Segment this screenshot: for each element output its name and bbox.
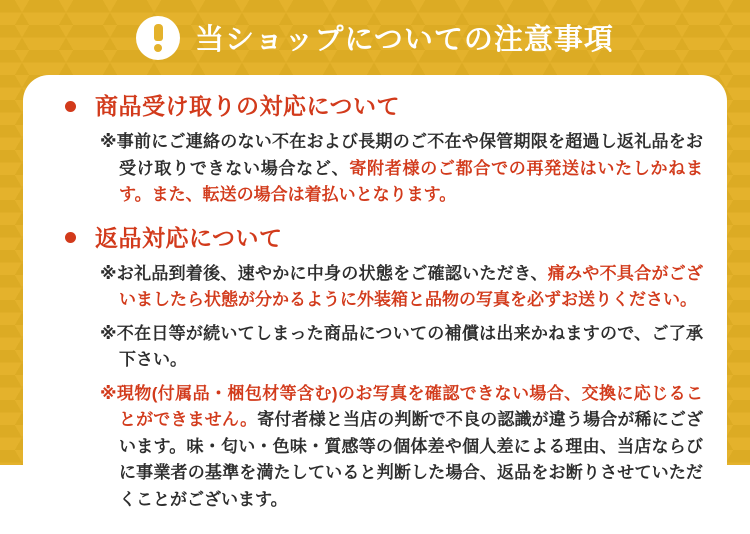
- bullet-icon: [65, 232, 76, 243]
- notice-paragraph: [100, 261, 703, 314]
- exclamation-bar: [154, 24, 163, 41]
- text-segment: ※お礼品到着後、速やかに中身の状態をご確認いただき、: [100, 263, 548, 283]
- text-segment: 寄附者様のご都合での再発送はいたしかねます。また、転送の場合は着払いとなります。: [119, 158, 703, 204]
- header: [0, 0, 750, 75]
- section-returns: [45, 223, 703, 514]
- text-segment: 痛みや不具合がございましたら状態が分かるように外装箱と品物の写真を必ずお送りください。: [119, 263, 703, 309]
- text-segment: 寄付者様と当店の判断で不良の認識が違う場合が稀にございます。味・匂い・色味・質感等の個体差や個人差による理由、当店ならびに事業者の基準を満たしていると判断した場合、返品をお断りさせていただくことがございます。: [119, 410, 703, 509]
- notice-paragraph: [100, 129, 703, 209]
- page-title: 当ショップについての注意事項: [195, 24, 614, 56]
- text-segment: ※現物(付属品・梱包材等含む)のお写真を確認できない場合、交換に応じることができません。: [100, 383, 703, 429]
- section-product-receipt: [45, 91, 703, 209]
- section-heading-text: 返品対応について: [95, 224, 283, 251]
- section-heading-text: 商品受け取りの対応について: [95, 93, 401, 119]
- notice-paragraph: [100, 381, 703, 514]
- exclamation-icon: [136, 16, 180, 60]
- section-heading: [45, 91, 703, 121]
- bullet-icon: [65, 101, 76, 112]
- text-segment: ※不在日等が続いてしまった商品についての補償は出来かねますので、ご了承下さい。: [100, 323, 703, 369]
- section-heading: [45, 223, 703, 253]
- notice-card: [23, 75, 727, 534]
- exclamation-dot: [154, 44, 162, 52]
- notice-paragraph: [100, 321, 703, 374]
- text-segment: ※事前にご連絡のない不在および長期のご不在や保管期限を超過し返礼品をお受け取りできない場合など、: [100, 132, 703, 178]
